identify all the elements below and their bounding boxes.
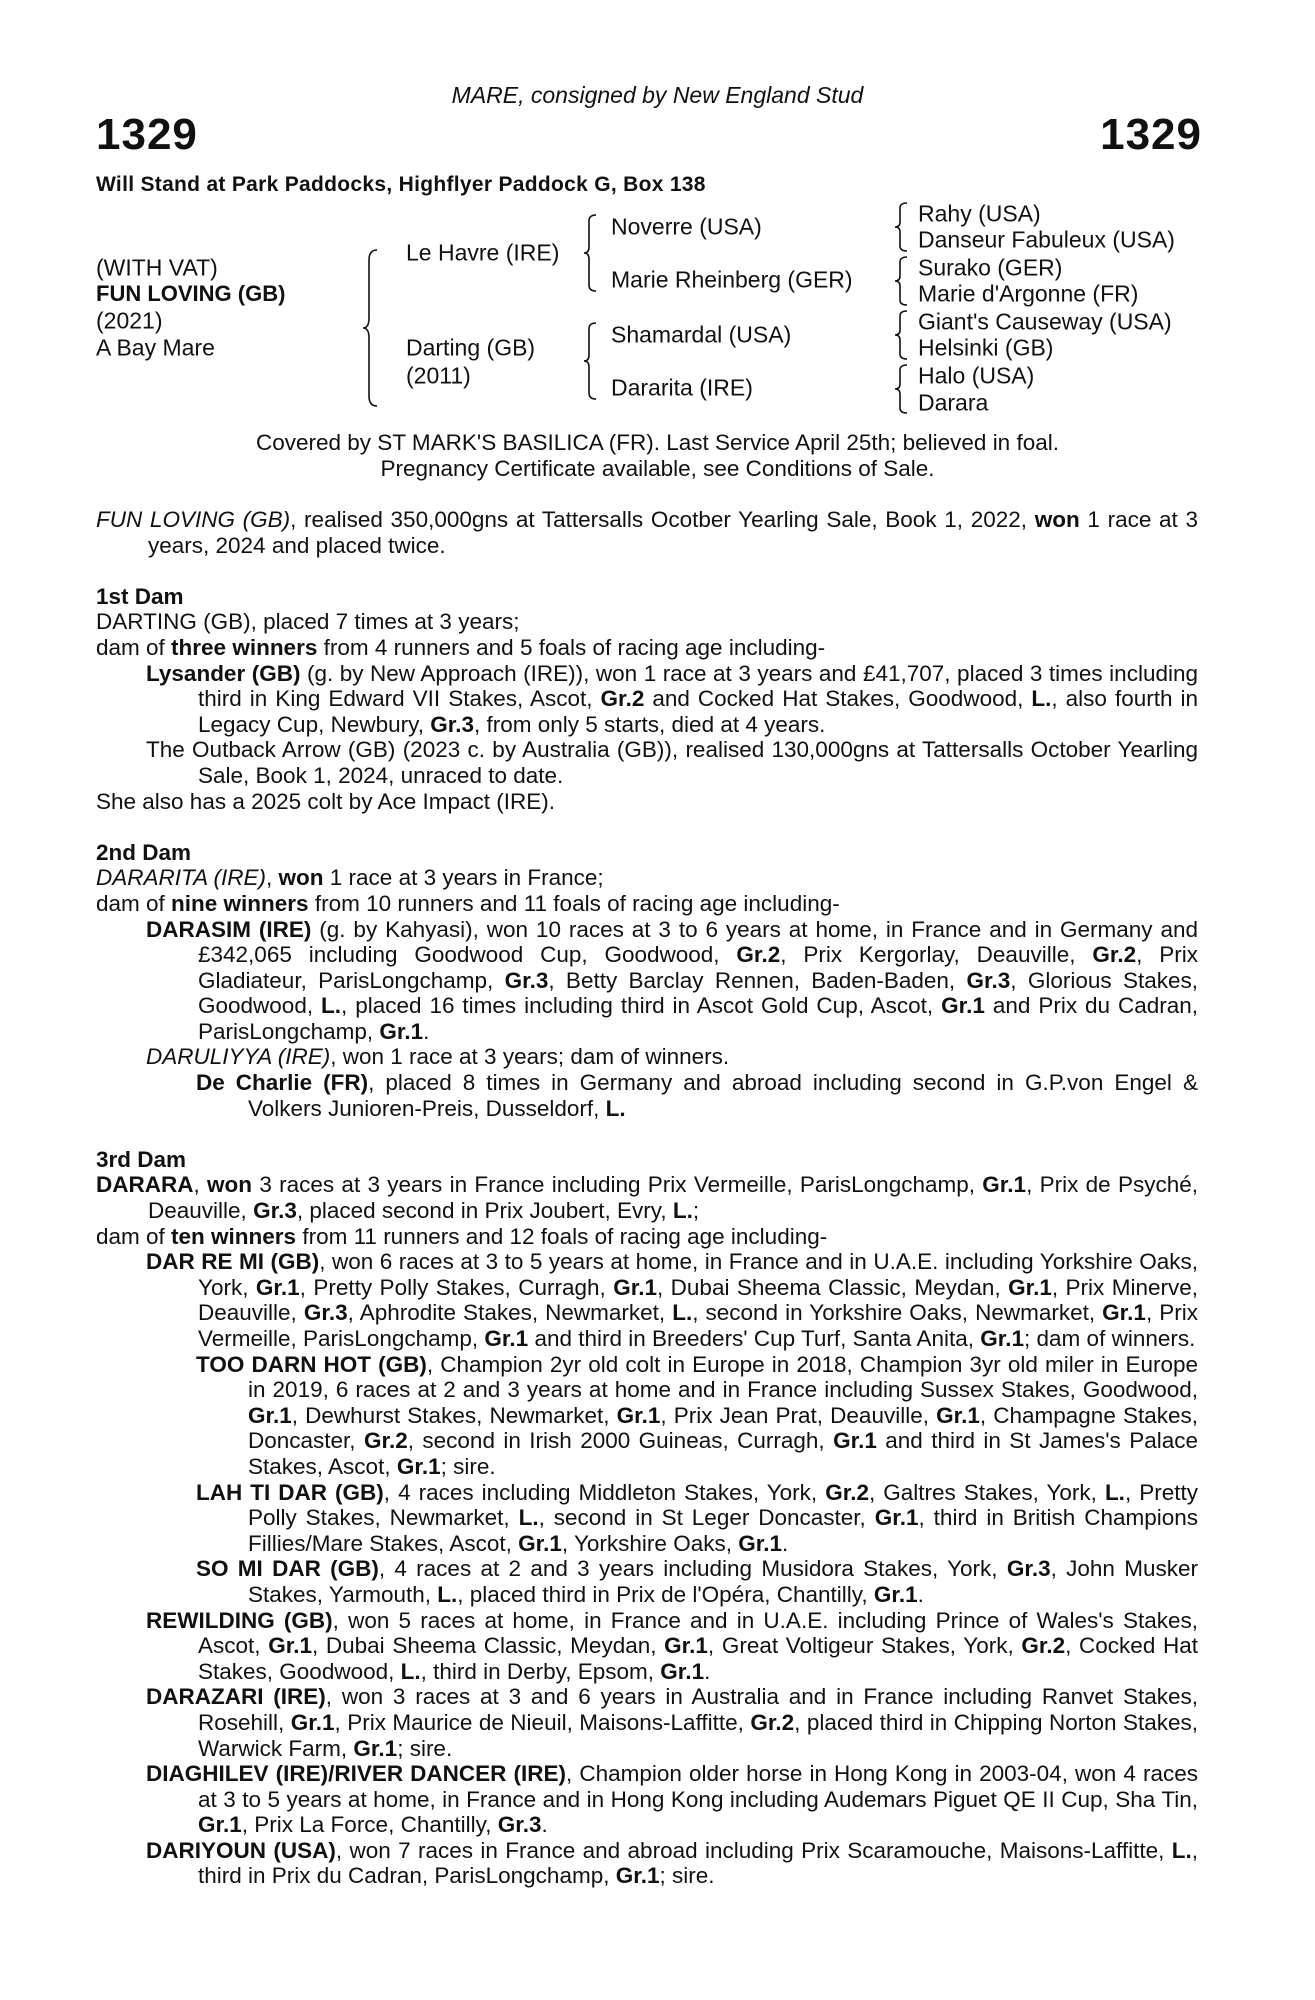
- bold-text: REWILDING (GB): [146, 1607, 333, 1633]
- bold-text: Gr.2: [363, 1428, 408, 1454]
- brace-icon: [895, 255, 909, 307]
- text: .: [782, 1530, 789, 1556]
- progeny-entry: [96, 1480, 1198, 1557]
- bold-text: Gr.1: [874, 1505, 919, 1531]
- text: (g. by New Approach (IRE)), won 1 race at 3 years and £41,707, placed 3 times including third in King Edward VII Stakes, Ascot,: [198, 660, 1198, 712]
- bold-text: won: [207, 1172, 253, 1198]
- text: , realised 350,000gns at Tattersalls Ocotber Yearling Sale, Book 1, 2022,: [290, 507, 1035, 532]
- bold-text: Gr.1: [660, 1658, 705, 1684]
- bold-text: DAR RE MI (GB): [146, 1249, 320, 1275]
- progeny-entry: [96, 1838, 1198, 1889]
- text: from 10 runners and 11 foals of racing age including-: [308, 890, 840, 916]
- text: DARTING (GB), placed 7 times at 3 years;: [96, 609, 520, 635]
- text: ;: [692, 1198, 700, 1224]
- progeny-entry: [96, 737, 1198, 788]
- sire-sire: Noverre (USA): [611, 213, 762, 240]
- text: , Champagne Stakes, Doncaster,: [248, 1402, 1198, 1454]
- text: , Dubai Sheema Classic, Meydan,: [311, 1633, 665, 1659]
- bold-text: DARIYOUN (USA): [146, 1837, 336, 1863]
- bold-text: DIAGHILEV (IRE)/RIVER DANCER (IRE): [146, 1761, 566, 1787]
- text: 3 races at 3 years in France including Prix Vermeille, ParisLongchamp,: [252, 1172, 983, 1198]
- bold-text: Gr.1: [518, 1530, 562, 1556]
- bold-text: Gr.1: [484, 1326, 529, 1351]
- bold-text: L.: [605, 1095, 626, 1121]
- text: , Dewhurst Stakes, Newmarket,: [291, 1402, 617, 1428]
- italic-text: DARARITA (IRE): [96, 865, 267, 891]
- bold-text: Gr.1: [1008, 1274, 1052, 1300]
- text: .: [423, 1018, 430, 1044]
- bold-text: Gr.2: [825, 1479, 869, 1505]
- bold-text: Gr.2: [600, 686, 645, 712]
- ancestor-g3: Danseur Fabuleux (USA): [918, 226, 1175, 253]
- bold-text: DARAZARI (IRE): [146, 1684, 326, 1710]
- bold-text: won: [1034, 507, 1080, 532]
- bold-text: L.: [437, 1581, 458, 1607]
- text: , Prix Gladiateur, ParisLongchamp,: [198, 942, 1198, 993]
- text: ,: [193, 1172, 208, 1198]
- bold-text: Gr.1: [936, 1402, 980, 1428]
- text: , won 5 races at home, in France and in U.A.E. including Prince of Wales's Stakes, Ascot,: [198, 1607, 1198, 1659]
- text: (g. by Kahyasi), won 10 races at 3 to 6 years at home, in France and in Germany and £342,065 including Goodwood Cup, Goodwood,: [198, 916, 1198, 968]
- text: , 4 races at 2 and 3 years including Musidora Stakes, York,: [378, 1556, 1007, 1582]
- bold-text: Gr.1: [290, 1709, 335, 1735]
- bold-text: Gr.3: [430, 711, 474, 737]
- paragraph: [96, 891, 1198, 917]
- text: , placed third in Chipping Norton Stakes, Warwick Farm,: [198, 1709, 1198, 1761]
- paragraph: [96, 1224, 1198, 1250]
- text: , placed third in Prix de l'Opéra, Chantilly,: [457, 1581, 874, 1607]
- text: , Prix Minerve, Deauville,: [198, 1274, 1198, 1326]
- bold-text: L.: [1031, 686, 1052, 712]
- progeny-entry: [96, 1249, 1198, 1351]
- ancestor-g3: Darara: [918, 389, 989, 416]
- text: , from only 5 starts, died at 4 years.: [473, 711, 826, 737]
- text: , Cocked Hat Stakes, Goodwood,: [198, 1633, 1198, 1684]
- bold-text: Gr.2: [736, 942, 781, 968]
- bold-text: Gr.3: [966, 967, 1011, 993]
- paragraph: [96, 1172, 1198, 1223]
- text: ; dam of winners.: [1024, 1326, 1196, 1351]
- brace-icon: [895, 201, 909, 253]
- catalogue-body: [96, 507, 1198, 1889]
- bold-text: won: [278, 865, 324, 891]
- brace-icon: [584, 213, 598, 293]
- bold-text: L.: [518, 1505, 539, 1531]
- ancestor-g3: Halo (USA): [918, 362, 1035, 389]
- text: , third in Prix du Cadran, ParisLongchamp,: [198, 1837, 1198, 1889]
- bold-text: Gr.3: [303, 1300, 348, 1326]
- text: , Champion older horse in Hong Kong in 2003-04, won 4 races at 3 to 5 years at home, in France and in Hong Kong including Audemars Piguet QE II Cup, Sha Tin,: [198, 1761, 1198, 1812]
- brace-icon: [895, 363, 909, 415]
- brace-icon: [365, 248, 379, 408]
- horse-year: (2021): [96, 307, 163, 334]
- bold-text: Gr.1: [248, 1402, 292, 1428]
- sire: Le Havre (IRE): [406, 239, 560, 266]
- bold-text: Gr.1: [255, 1274, 300, 1300]
- bold-text: Gr.1: [613, 1274, 657, 1300]
- bold-text: L.: [672, 1198, 693, 1224]
- lot-number-right: 1329: [1100, 110, 1202, 159]
- text: ; sire.: [397, 1735, 453, 1761]
- dam-dam: Dararita (IRE): [611, 374, 753, 401]
- text: , Pretty Polly Stakes, Curragh,: [299, 1274, 614, 1300]
- brace-icon: [584, 321, 598, 401]
- bold-text: nine winners: [171, 890, 309, 916]
- progeny-entry: [96, 1070, 1198, 1121]
- text: .: [541, 1812, 548, 1838]
- text: , won 6 races at 3 to 5 years at home, in France and in U.A.E. including Yorkshire Oaks, York,: [198, 1249, 1198, 1300]
- text: , Prix La Force, Chantilly,: [241, 1812, 498, 1838]
- text: , third in Derby, Epsom,: [420, 1658, 661, 1684]
- text: 1 race at 3 years, 2024 and placed twice.: [148, 507, 1198, 558]
- sire-dam: Marie Rheinberg (GER): [611, 266, 853, 293]
- text: , also fourth in Legacy Cup, Newbury,: [198, 686, 1199, 737]
- paragraph: [96, 609, 1198, 635]
- text: , placed 16 times including third in Ascot Gold Cup, Ascot,: [341, 993, 942, 1019]
- bold-text: SO MI DAR (GB): [196, 1556, 379, 1582]
- bold-text: three winners: [171, 634, 318, 660]
- ancestor-g3: Marie d'Argonne (FR): [918, 280, 1139, 307]
- text: , second in Yorkshire Oaks, Newmarket,: [692, 1300, 1103, 1326]
- bold-text: Gr.1: [738, 1530, 782, 1556]
- text: , Galtres Stakes, York,: [868, 1479, 1105, 1505]
- bold-text: Gr.3: [504, 967, 549, 993]
- horse-description: A Bay Mare: [96, 334, 215, 361]
- text: , second in St Leger Doncaster,: [538, 1505, 875, 1531]
- bold-text: Gr.1: [982, 1172, 1027, 1198]
- text: .: [917, 1581, 924, 1607]
- ancestor-g3: Helsinki (GB): [918, 334, 1054, 361]
- text: , second in Irish 2000 Guineas, Curragh,: [407, 1428, 834, 1454]
- bold-text: Gr.2: [1021, 1633, 1066, 1659]
- bold-text: De Charlie (FR): [196, 1070, 369, 1096]
- dam-sire: Shamardal (USA): [611, 321, 792, 348]
- bold-text: L.: [321, 993, 342, 1019]
- text: from 11 runners and 12 foals of racing age including-: [296, 1223, 828, 1249]
- text: and third in St James's Palace Stakes, Ascot,: [248, 1428, 1198, 1479]
- text: , Prix Maurice de Nieuil, Maisons-Laffitte,: [334, 1709, 751, 1735]
- section-heading: 1st Dam: [96, 583, 184, 609]
- text: , placed 8 times in Germany and abroad including second in G.P.von Engel & Volkers Junioren-Preis, Dusseldorf,: [248, 1070, 1198, 1121]
- bold-text: Gr.3: [253, 1198, 297, 1224]
- bold-text: L.: [672, 1300, 693, 1326]
- paragraph: [96, 635, 1198, 661]
- text: , won 3 races at 3 and 6 years in Australia and in France including Ranvet Stakes, Rosehill,: [198, 1684, 1198, 1735]
- consignor-line: MARE, consigned by New England Stud: [451, 82, 864, 108]
- text: , placed second in Prix Joubert, Evry,: [296, 1198, 673, 1224]
- vat-note: (WITH VAT): [96, 254, 218, 281]
- paragraph: [96, 789, 1198, 815]
- italic-text: DARULIYYA (IRE): [146, 1044, 331, 1070]
- stabling-location: Will Stand at Park Paddocks, Highflyer Paddock G, Box 138: [96, 173, 706, 196]
- progeny-entry: [96, 1608, 1198, 1685]
- progeny-entry: [96, 917, 1198, 1045]
- bold-text: Gr.1: [396, 1453, 441, 1479]
- bold-text: Gr.1: [833, 1428, 877, 1454]
- bold-text: Gr.1: [873, 1581, 918, 1607]
- text: , third in British Champions Fillies/Mare Stakes, Ascot,: [248, 1505, 1199, 1556]
- text: The Outback Arrow (GB) (2023 c. by Australia (GB)), realised 130,000gns at Tattersalls October Yearling Sale, Book 1, 2024, unraced to date.: [146, 737, 1198, 788]
- paragraph: [96, 865, 1198, 891]
- bold-text: L.: [400, 1658, 421, 1684]
- bold-text: Gr.1: [980, 1326, 1025, 1351]
- text: dam of: [96, 634, 172, 660]
- text: ,: [266, 865, 279, 891]
- bold-text: LAH TI DAR (GB): [196, 1479, 384, 1505]
- text: ; sire.: [440, 1453, 496, 1479]
- text: , 4 races including Middleton Stakes, York,: [383, 1479, 826, 1505]
- text: , John Musker Stakes, Yarmouth,: [248, 1556, 1198, 1607]
- text: , Prix Jean Prat, Deauville,: [660, 1402, 937, 1428]
- text: dam of: [96, 1223, 172, 1249]
- horse-name: FUN LOVING (GB): [96, 281, 286, 306]
- text: dam of: [96, 890, 172, 916]
- text: and Cocked Hat Stakes, Goodwood,: [644, 686, 1032, 712]
- paragraph: [96, 507, 1198, 558]
- text: , won 7 races in France and abroad including Prix Scaramouche, Maisons-Laffitte,: [335, 1837, 1172, 1863]
- text: and Prix du Cadran, ParisLongchamp,: [198, 993, 1199, 1044]
- bold-text: Gr.1: [616, 1402, 661, 1428]
- progeny-entry: [96, 661, 1198, 738]
- progeny-entry: [96, 1352, 1198, 1480]
- bold-text: DARARA: [96, 1172, 194, 1198]
- lot-number-left: 1329: [96, 110, 198, 159]
- bold-text: Gr.1: [268, 1633, 312, 1659]
- text: , Dubai Sheema Classic, Meydan,: [656, 1274, 1009, 1300]
- dam-year: (2011): [406, 362, 471, 389]
- bold-text: Gr.2: [1092, 942, 1137, 968]
- text: , Prix de Psyché, Deauville,: [148, 1172, 1198, 1224]
- dam: Darting (GB): [406, 334, 536, 361]
- covering-line: Covered by ST MARK'S BASILICA (FR). Last Service April 25th; believed in foal.: [256, 430, 1059, 455]
- text: and third in Breeders' Cup Turf, Santa Anita,: [528, 1326, 981, 1351]
- progeny-entry: [96, 1044, 1198, 1070]
- text: , Yorkshire Oaks,: [561, 1530, 739, 1556]
- bold-text: Gr.1: [1102, 1300, 1146, 1326]
- bold-text: Gr.1: [198, 1812, 242, 1838]
- text: .: [704, 1658, 711, 1684]
- bold-text: Gr.1: [379, 1018, 424, 1044]
- section-heading: 2nd Dam: [96, 839, 192, 865]
- ancestor-g3: Surako (GER): [918, 254, 1063, 281]
- bold-text: Gr.2: [750, 1709, 795, 1735]
- bold-text: DARASIM (IRE): [146, 916, 312, 942]
- text: , Pretty Polly Stakes, Newmarket,: [248, 1479, 1198, 1531]
- bold-text: Gr.3: [497, 1812, 542, 1838]
- text: , Prix Vermeille, ParisLongchamp,: [198, 1300, 1198, 1351]
- bold-text: Gr.1: [615, 1863, 660, 1889]
- bold-text: L.: [1104, 1479, 1125, 1505]
- text: from 4 runners and 5 foals of racing age including-: [317, 634, 826, 660]
- text: , Glorious Stakes, Goodwood,: [198, 967, 1198, 1019]
- bold-text: L.: [1171, 1837, 1192, 1863]
- bold-text: ten winners: [171, 1223, 297, 1249]
- text: , Prix Kergorlay, Deauville,: [780, 942, 1093, 968]
- brace-icon: [895, 309, 909, 361]
- text: , won 1 race at 3 years; dam of winners.: [330, 1044, 730, 1070]
- text: , Great Voltigeur Stakes, York,: [707, 1633, 1022, 1659]
- bold-text: Gr.1: [941, 993, 985, 1019]
- section-heading: 3rd Dam: [96, 1146, 187, 1172]
- ancestor-g3: Rahy (USA): [918, 200, 1041, 227]
- text: , Champion 2yr old colt in Europe in 2018, Champion 3yr old miler in Europe in 2019, 6 races at 2 and 3 years at home and in France including Sussex Stakes, Goodwood,: [248, 1351, 1198, 1403]
- bold-text: Gr.1: [664, 1633, 708, 1659]
- text: She also has a 2025 colt by Ace Impact (IRE).: [96, 788, 555, 814]
- bold-text: TOO DARN HOT (GB): [196, 1351, 427, 1377]
- bold-text: Gr.3: [1006, 1556, 1051, 1582]
- progeny-entry: [96, 1556, 1198, 1607]
- text: , Betty Barclay Rennen, Baden-Baden,: [548, 967, 967, 993]
- bold-text: Lysander (GB): [146, 660, 301, 686]
- text: , Aphrodite Stakes, Newmarket,: [347, 1300, 673, 1326]
- text: 1 race at 3 years in France;: [323, 865, 604, 891]
- progeny-entry: [96, 1684, 1198, 1761]
- italic-text: FUN LOVING (GB): [96, 507, 291, 532]
- covering-note: [0, 430, 1315, 482]
- text: ; sire.: [659, 1863, 715, 1889]
- bold-text: Gr.1: [353, 1735, 398, 1761]
- ancestor-g3: Giant's Causeway (USA): [918, 308, 1172, 335]
- certificate-line: Pregnancy Certificate available, see Conditions of Sale.: [380, 456, 935, 481]
- progeny-entry: [96, 1761, 1198, 1838]
